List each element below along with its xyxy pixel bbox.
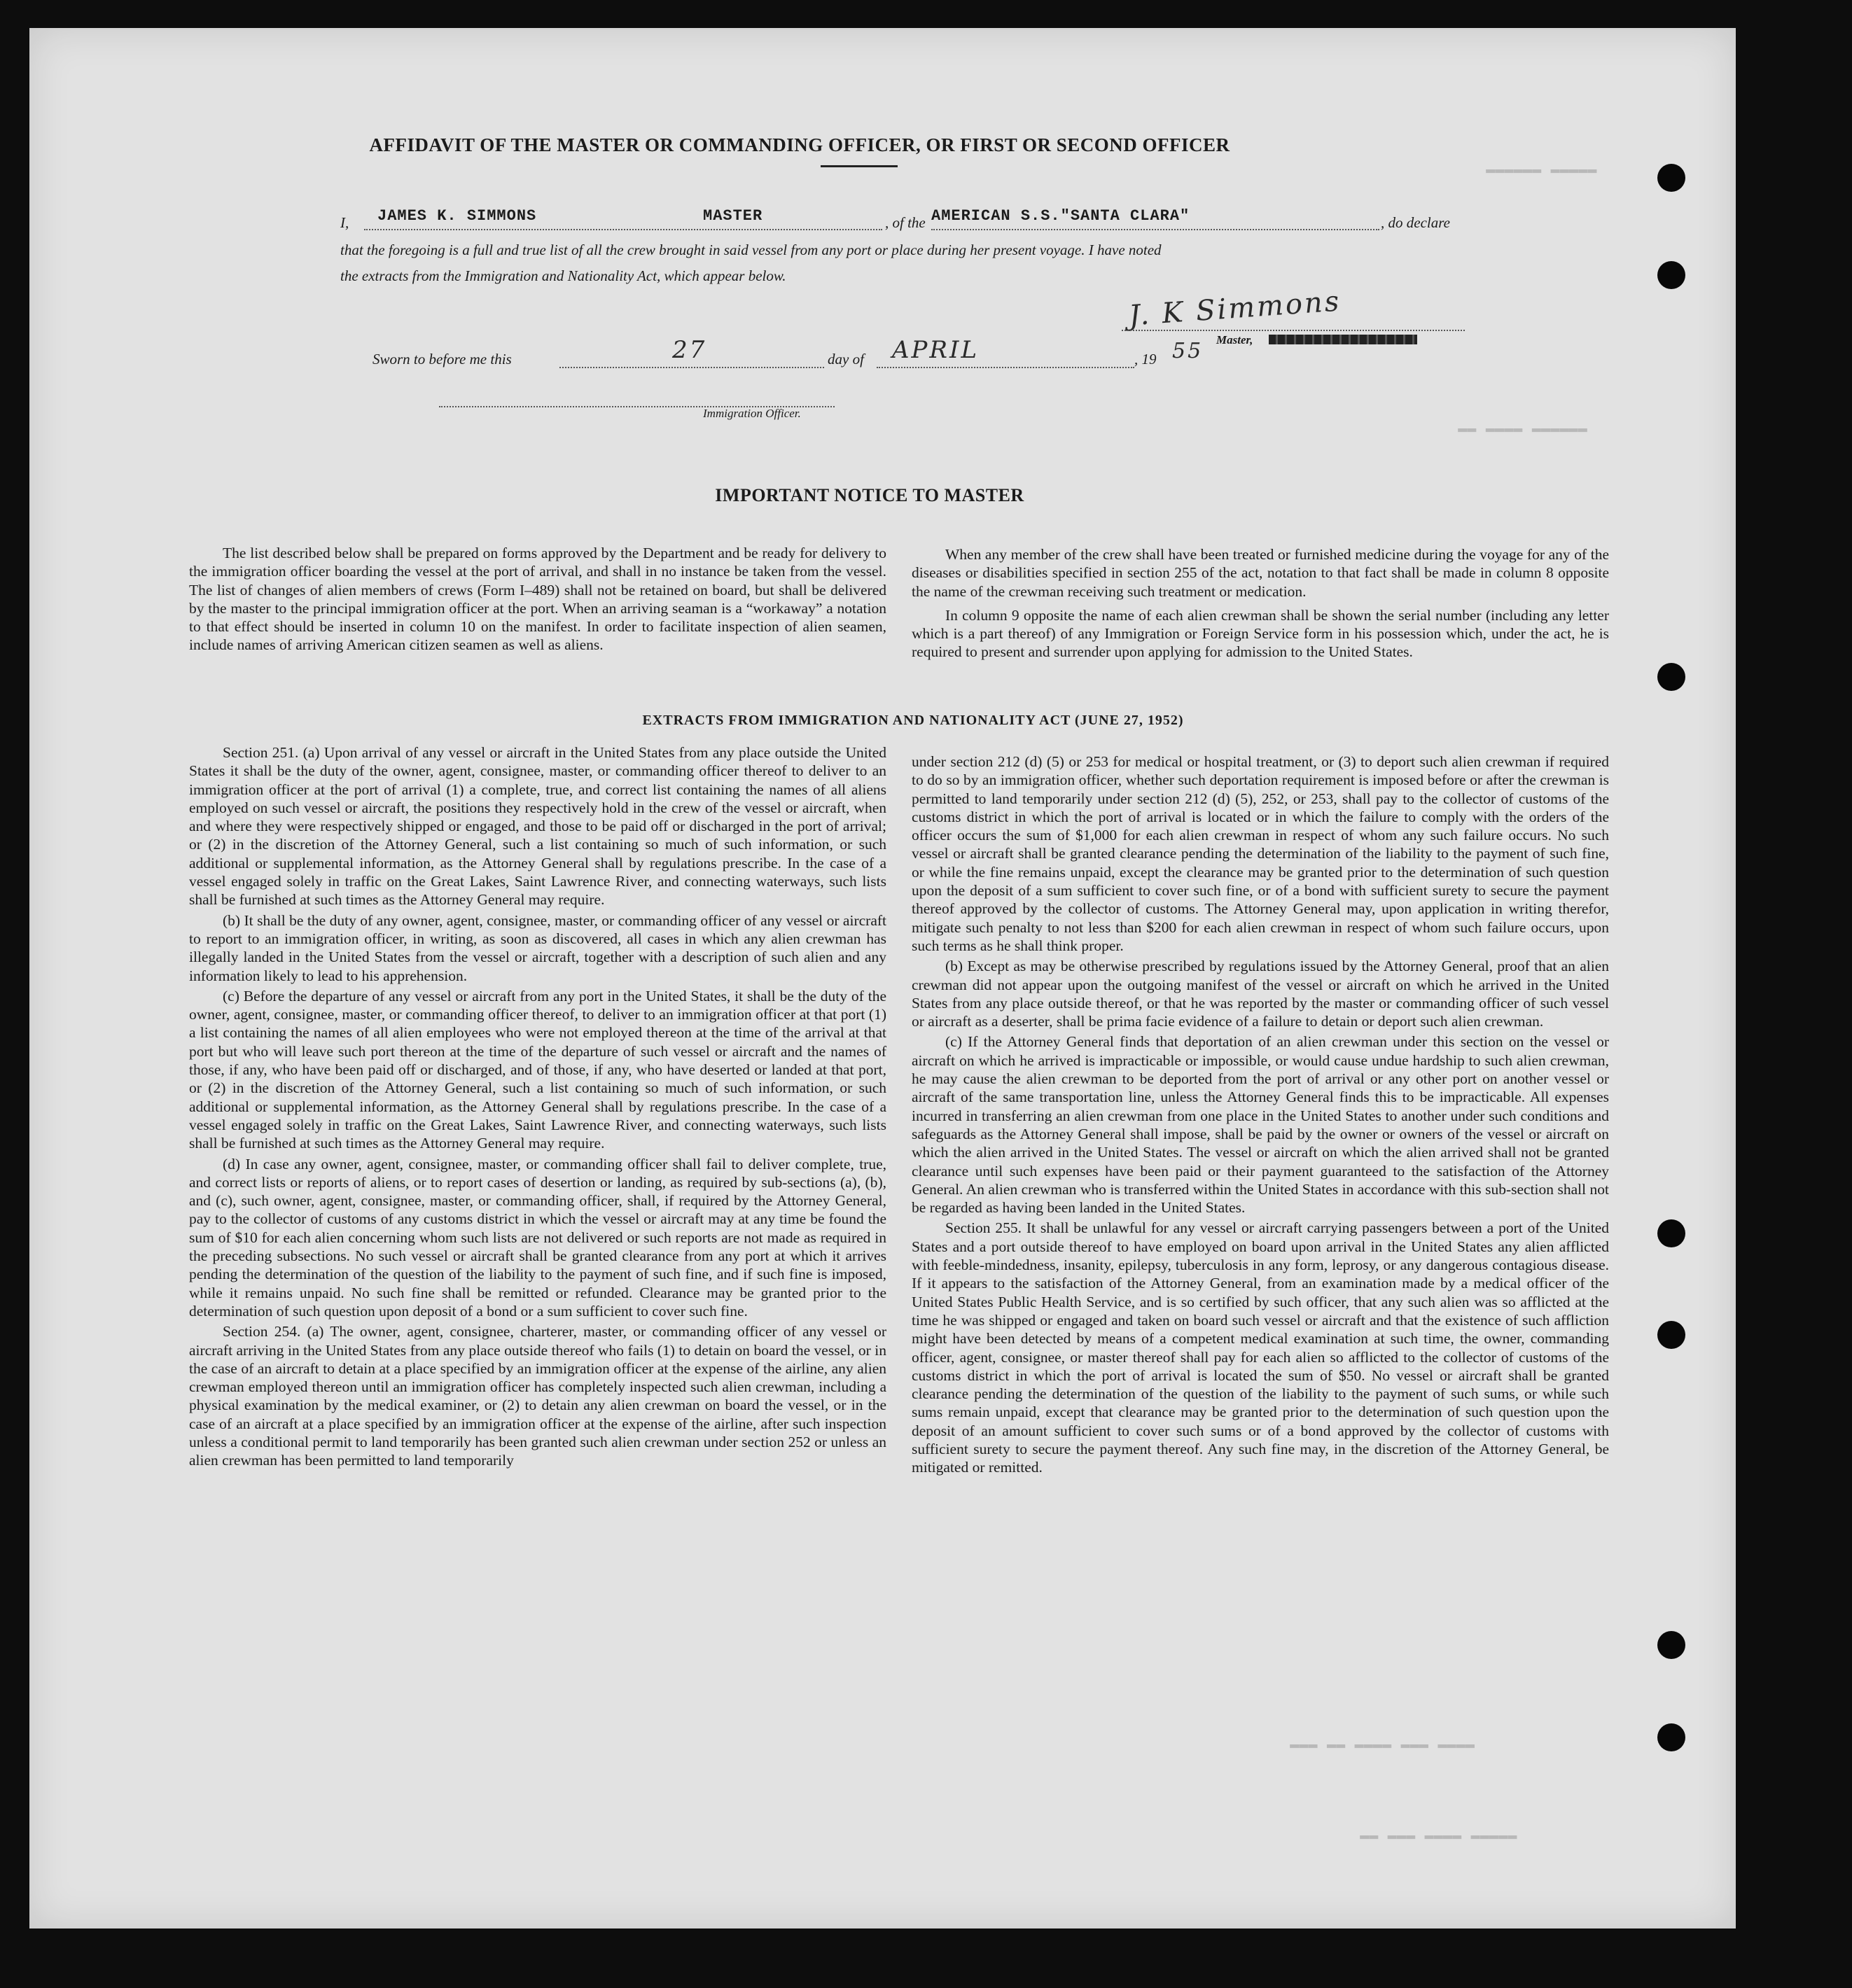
extracts-right-column — [912, 752, 1609, 1479]
title-rule — [821, 165, 898, 167]
punch-hole — [1657, 1723, 1685, 1751]
sworn-month: APRIL — [892, 336, 980, 364]
sworn-day: 27 — [672, 336, 707, 364]
punch-hole — [1657, 663, 1685, 691]
punch-hole — [1657, 1219, 1685, 1247]
section-254-c: (c) If the Attorney General finds that deportation of an alien crewman under this section on the vessel or aircraft on which he arrived is impracticable or impossible, or would cause undue hardship to such alien crewman, he may cause the alien crewman to be deported from the port of arrival or any other port on another vessel or aircraft of the same transportation line, unless the Attorney General finds this to be impracticable. All expenses incurred in transferring an alien crewman from one place in the United States to another under such conditions and safeguards as the Attorney General shall impose, shall be paid by the owner or owners of the vessel or aircraft on which the alien arrived in the United States. The vessel or aircraft on which the alien arrived shall not be granted clearance until such expenses have been paid or their payment guaranteed to the satisfaction of the Attorney General. An alien crewman who is transferred within the United States in accordance with this sub-section shall not be regarded as having been landed in the United States. — [912, 1033, 1609, 1217]
punch-hole — [1657, 1321, 1685, 1349]
month-line — [877, 367, 1134, 368]
notice-right-paragraph: In column 9 opposite the name of each alien crewman shall be shown the serial number (including any letter which is a part thereof) of any Immigration or Foreign Service form in his possession which, under the act, he is required to present and surrender upon applying for admission to the United States. — [912, 606, 1609, 661]
vessel-name: AMERICAN S.S."SANTA CLARA" — [931, 207, 1190, 225]
section-254-a-continued: under section 212 (d) (5) or 253 for medical or hospital treatment, or (3) to deport such alien crewman if required to do so by an immigration officer, whether such deportation requirement is imposed before or after the crewman is permitted to land temporarily under section 212 (d) (5), 252, or 253, shall pay to the collector of customs of the customs district in which the port of arrival is located or in which the failure to comply with the orders of the officer occurs the sum of $1,000 for each alien crewman in respect of whom any such failure occurs. No such vessel or aircraft shall be granted clearance pending the determination of the liability to the payment of such fine, or while the fine remains unpaid, except the clearance may be granted prior to the determination of such question upon the deposit of a sum sufficient to cover such fine, or of a bond with sufficient surety to secure the payment thereof approved by the collector of customs. The Attorney General may, upon application in writing therefor, mitigate such penalty to not less than $200 for each alien crewman in respect of whom such failure occurs, upon such terms as he shall think proper. — [912, 753, 1609, 954]
name-rank-line — [364, 229, 882, 230]
section-251-c: (c) Before the departure of any vessel or aircraft from any port in the United States, it shall be the duty of the owner, agent, consignee, master, or commanding officer thereof, to deliver to an immigration officer at that port (1) a list containing the names of all alien employees who were not employed thereon at the time of the arrival at that port but who will leave such port thereon at the time of the departure of such vessel or aircraft and the names of those, if any, who have been paid off or discharged, and of those, if any, who have deserted or landed at that port, or (2) in the discretion of the Attorney General, such a list containing so much of such information, or such additional or supplemental information, as the Attorney General shall by regulations prescribe. In the case of a vessel engaged solely in traffic on the Great Lakes, Saint Lawrence River, and connecting waterways, such lists shall be furnished at such times as the Attorney General may require. — [189, 987, 886, 1152]
prefix-i: I, — [340, 214, 349, 231]
section-254-a: Section 254. (a) The owner, agent, consignee, charterer, master, or commanding officer of any vessel or aircraft arriving in the United States from any place outside thereof who fails (1) to detain on board the vessel, or in the case of an aircraft to detain at a place specified by an immigration officer at the expense of the airline, any alien crewman employed thereon until an immigration officer has completely inspected such alien crewman, including a physical examination by the medical examiner, or (2) to detain any alien crewman on board the vessel, or in the case of an aircraft at a place specified by an immigration officer at the expense of the airline, after such inspection unless a conditional permit to land temporarily has been granted such alien crewman under section 252 or unless an alien crewman has been permitted to land temporarily — [189, 1323, 886, 1469]
bleed-through-text: ▬▬▬▬▬ ▬▬▬▬▬▬ — [1486, 161, 1597, 178]
section-251-b: (b) It shall be the duty of any owner, agent, consignee, master, or commanding officer of any vessel or aircraft to report to an immigration officer, in writing, as soon as discovered, all cases in which any alien crewman has illegally landed in the United States from the vessel or aircraft, together with a description of such alien and any information likely to lead to his apprehension. — [189, 911, 886, 984]
year-prefix: , 19 — [1134, 351, 1157, 368]
sworn-label: Sworn to before me this — [373, 351, 512, 368]
notice-left-column — [189, 544, 886, 657]
day-line — [559, 367, 824, 368]
declaration-line-1: that the foregoing is a full and true list of all the crew brought in said vessel from any port or place during her present voyage. I have noted — [340, 241, 1162, 258]
struck-through-text — [1269, 335, 1417, 344]
master-caption: Master, — [1216, 333, 1253, 346]
declaration-line-2: the extracts from the Immigration and Nationality Act, which appear below. — [340, 267, 786, 284]
day-of-label: day of — [828, 351, 864, 368]
affidavit-title: AFFIDAVIT OF THE MASTER OR COMMANDING OFFICER, OR FIRST OR SECOND OFFICER — [369, 134, 1230, 155]
master-signature: J. K Simmons — [1127, 285, 1342, 332]
signature-line — [1122, 330, 1465, 331]
punch-hole — [1657, 1631, 1685, 1659]
notice-right-paragraph: When any member of the crew shall have been treated or furnished medicine during the voyage for any of the diseases or disabilities specified in section 255 of the act, notation to that fact shall be made in column 8 opposite the name of the crewman receiving such treatment or medication. — [912, 546, 1609, 600]
document-page — [29, 28, 1736, 1928]
section-251-a: Section 251. (a) Upon arrival of any vessel or aircraft in the United States from any place outside the United States it shall be the duty of the owner, agent, consignee, master, or commanding officer thereof to deliver to an immigration officer at the port of arrival (1) a complete, true, and correct list containing the names of all aliens employed on such vessel or aircraft, the positions they respectively hold in the crew of the vessel or aircraft, when and where they were respectively shipped or engaged, and those to be paid off or discharged in the port of arrival; or (2) in the discretion of the Attorney General, such a list containing so much of such information, or such additional or supplemental information, as the Attorney General shall by regulations prescribe. In the case of a vessel engaged solely in traffic on the Great Lakes, Saint Lawrence River, and connecting waterways, such lists shall be furnished at such times as the Attorney General may require. — [189, 744, 886, 909]
notice-left-paragraph: The list described below shall be prepared on forms approved by the Department and be ready for delivery to the immigration officer boarding the vessel at the port of arrival, and shall in no instance be taken from the vessel. The list of changes of alien members of crews (Form I–489) shall not be retained on board, but shall be delivered by the master to the principal immigration officer at the port. When an arriving seaman is a “workaway” a notation to that effect should be inserted in column 10 on the manifest. In order to facilitate inspection of alien seamen, include names of arriving American citizen seamen as well as aliens. — [189, 545, 886, 654]
do-declare-label: , do declare — [1381, 214, 1450, 231]
extracts-left-column — [189, 743, 886, 1472]
officer-name: JAMES K. SIMMONS — [377, 207, 537, 225]
officer-rank: MASTER — [703, 207, 763, 225]
bleed-through-text: ▬▬▬▬▬▬ ▬▬▬▬ ▬▬ — [1458, 420, 1587, 438]
section-254-b: (b) Except as may be otherwise prescribed by regulations issued by the Attorney General, proof that an alien crewman did not appear upon the outgoing manifest of the vessel or aircraft on which he arrived in the United States from any place outside thereof, or that he was reported by the master or commanding officer of such vessel or aircraft as a deserter, shall be prima facie evidence of a failure to detain or deport such alien crewman. — [912, 958, 1609, 1030]
punch-hole — [1657, 164, 1685, 192]
notice-title: IMPORTANT NOTICE TO MASTER — [715, 485, 1024, 505]
extracts-title: EXTRACTS FROM IMMIGRATION AND NATIONALITY ACT (JUNE 27, 1952) — [642, 713, 1184, 728]
bleed-through-text: ▬▬▬▬▬ ▬▬▬▬ ▬▬▬ ▬▬ — [1360, 1827, 1517, 1844]
section-251-d: (d) In case any owner, agent, consignee, master, or commanding officer shall fail to deliver complete, true, and correct lists or reports of aliens, or to report cases of desertion or landing, as required by sub-sections (a), (b), and (c), such owner, agent, consignee, master, or commanding officer, shall, if required by the Attorney General, pay to the collector of customs of any customs district in which the vessel or aircraft may at any time be found the sum of $10 for each alien concerning whom such lists are not delivered or such reports are not made as required in the preceding subsections. No such vessel or aircraft shall be granted clearance from any port at which it arrives pending the determination of the question of the liability to the payment of such fine, and if such fine is imposed, while it remains unpaid. No such fine shall be remitted or refunded. Clearance may be granted prior to the determination of such question upon deposit of a bond or a sum sufficient to cover such fine. — [189, 1155, 886, 1320]
sworn-year: 55 — [1172, 339, 1204, 363]
of-the-label: , of the — [885, 214, 926, 231]
immigration-officer-caption: Immigration Officer. — [703, 407, 801, 420]
punch-hole — [1657, 261, 1685, 289]
vessel-line — [931, 229, 1379, 230]
bleed-through-text: ▬▬▬▬ ▬▬▬ ▬▬▬▬ ▬▬ ▬▬▬ — [1290, 1736, 1475, 1754]
notice-right-column — [912, 545, 1609, 664]
section-255: Section 255. It shall be unlawful for any vessel or aircraft carrying passengers between a port of the United States and a port outside thereof to have employed on board upon arrival in the United States any alien afflicted with feeble-mindedness, insanity, epilepsy, tuberculosis in any form, leprosy, or any dangerous contagious disease. If it appears to the satisfaction of the Attorney General, from an examination made by a medical officer of the United States Public Health Service, and is so certified by such officer, that any such alien was so afflicted at the time he was shipped or engaged and taken on board such vessel or aircraft and that the existence of such affliction might have been detected by means of a competent medical examination at such time, the owner, commanding officer, agent, consignee, or master thereof shall pay for each alien so afflicted to the collector of customs of the customs district in which the port of arrival is located the sum of $50. No vessel or aircraft shall be granted clearance pending the determination of the question of the liability to the payment of such sums, or while such sums remain unpaid, except that clearance may be granted prior to the determination of such question upon the deposit of an amount sufficient to cover such sums or of a bond approved by the collector of customs with sufficient surety to secure the payment thereof. Any such fine may, in the discretion of the Attorney General, be mitigated or remitted. — [912, 1219, 1609, 1476]
